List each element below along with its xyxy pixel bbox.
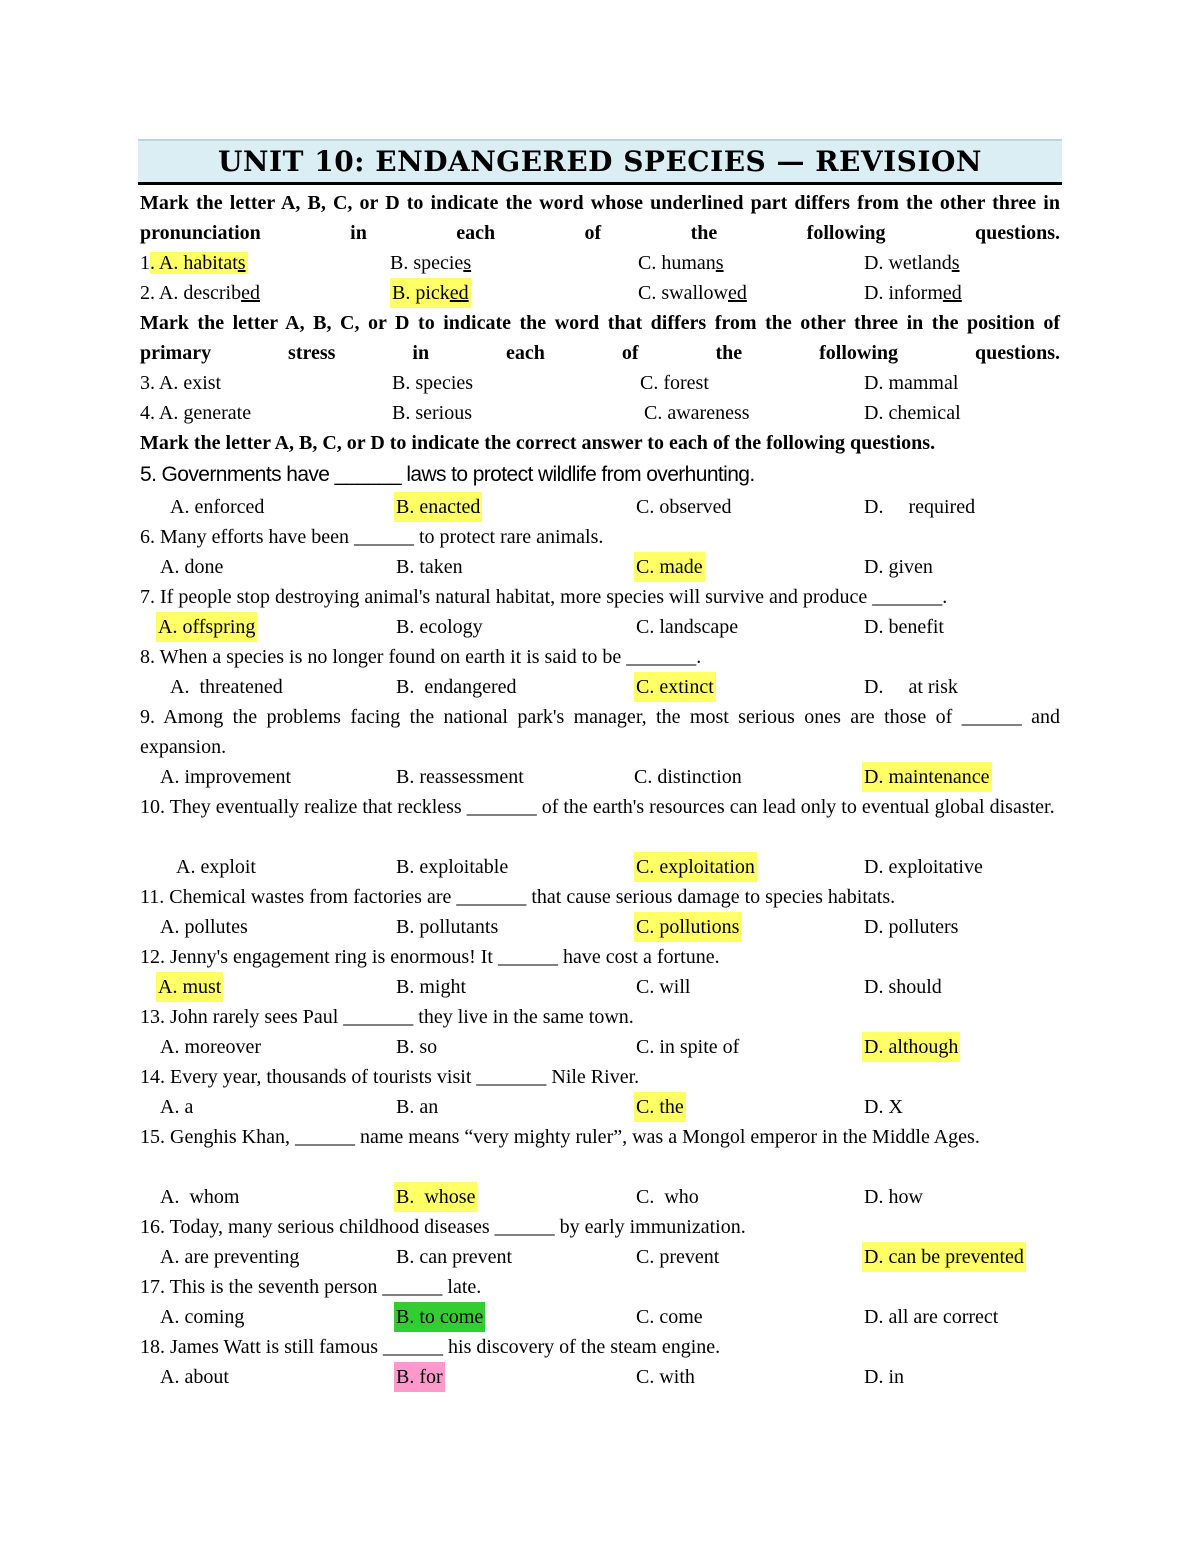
question-16-stem: 16. Today, many serious childhood diseases ______ by early immunization. xyxy=(140,1216,746,1238)
q7-option-b: B. ecology xyxy=(396,616,483,638)
q11-option-d: D. polluters xyxy=(864,916,959,938)
q15-option-a: A. whom xyxy=(160,1186,240,1208)
q2-option-d: D. informed xyxy=(864,282,962,304)
question-3-options xyxy=(140,368,1060,398)
q12-option-a: A. must xyxy=(156,972,223,1002)
q1-answer-highlight: . A. habitats xyxy=(150,252,246,274)
q18-option-a: A. about xyxy=(160,1366,229,1388)
question-10-stem: 10. They eventually realize that reckless _______ of the earth's resources can lead only to eventual global disaster. xyxy=(140,796,1055,818)
question-14-options xyxy=(140,1092,1060,1122)
question-14-stem: 14. Every year, thousands of tourists visit _______ Nile River. xyxy=(140,1066,640,1088)
answer-instruction: Mark the letter A, B, C, or D to indicate the correct answer to each of the following questions. xyxy=(140,432,936,454)
question-15-stem: 15. Genghis Khan, ______ name means “very mighty ruler”, was a Mongol emperor in the Middle Ages. xyxy=(140,1126,980,1148)
question-17-options xyxy=(140,1302,1060,1332)
q13-option-a: A. moreover xyxy=(160,1036,262,1058)
q15-option-c: C. who xyxy=(636,1186,699,1208)
question-6-options xyxy=(140,552,1060,582)
q9-option-d: D. maintenance xyxy=(862,762,992,792)
q7-option-d: D. benefit xyxy=(864,616,944,638)
stress-instruction: Mark the letter A, B, C, or D to indicate the word that differs from the other three in the position of primary stress in each of the following questions. xyxy=(140,312,1060,364)
q12-option-d: D. should xyxy=(864,976,942,998)
q16-option-d: D. can be prevented xyxy=(862,1242,1026,1272)
question-11-stem: 11. Chemical wastes from factories are _______ that cause serious damage to species habitats. xyxy=(140,886,896,908)
q17-option-b: B. to come xyxy=(394,1302,485,1332)
question-5-stem: 5. Governments have ______ laws to protect wildlife from overhunting. xyxy=(140,463,755,486)
q9-option-b: B. reassessment xyxy=(396,766,524,788)
q1-option-c: C. humans xyxy=(638,252,724,274)
question-7-stem: 7. If people stop destroying animal's natural habitat, more species will survive and produce _______. xyxy=(140,586,948,608)
q5-option-d: D. required xyxy=(864,496,976,518)
question-4-options xyxy=(140,398,1060,428)
q12-option-c: C. will xyxy=(636,976,691,998)
q9-option-a: A. improvement xyxy=(160,766,292,788)
q4-option-c: C. awareness xyxy=(644,402,750,424)
question-18-options xyxy=(140,1362,1060,1392)
q14-option-c: C. the xyxy=(634,1092,686,1122)
q11-option-b: B. pollutants xyxy=(396,916,499,938)
q3-option-b: B. species xyxy=(392,372,474,394)
pronunciation-instruction: Mark the letter A, B, C, or D to indicate the word whose underlined part differs from the other three in pronunciation in each of the following questions. xyxy=(140,192,1060,244)
q1-option-d: D. wetlands xyxy=(864,252,960,274)
q2-option-b: B. picked xyxy=(390,278,471,308)
question-12-options xyxy=(140,972,1060,1002)
question-9-options xyxy=(140,762,1060,792)
q18-option-c: C. with xyxy=(636,1366,695,1388)
q9-option-c: C. distinction xyxy=(634,766,742,788)
question-2-options xyxy=(140,278,1060,308)
q14-option-b: B. an xyxy=(396,1096,439,1118)
question-13-stem: 13. John rarely sees Paul _______ they live in the same town. xyxy=(140,1006,634,1028)
q8-option-d: D. at risk xyxy=(864,676,958,698)
q16-option-c: C. prevent xyxy=(636,1246,720,1268)
question-11-options xyxy=(140,912,1060,942)
q17-option-d: D. all are correct xyxy=(864,1306,999,1328)
q16-option-b: B. can prevent xyxy=(396,1246,513,1268)
q5-option-b: B. enacted xyxy=(394,492,482,522)
question-8-stem: 8. When a species is no longer found on earth it is said to be _______. xyxy=(140,646,702,668)
q7-option-a: A. offspring xyxy=(156,612,257,642)
q13-option-b: B. so xyxy=(396,1036,438,1058)
question-15-options xyxy=(140,1182,1060,1212)
q10-option-b: B. exploitable xyxy=(396,856,509,878)
question-9-stem: 9. Among the problems facing the national park's manager, the most serious ones are those of ______ and expansion. xyxy=(140,706,1060,758)
worksheet-content xyxy=(140,188,1060,1392)
q6-option-d: D. given xyxy=(864,556,933,578)
q4-option-b: B. serious xyxy=(392,402,472,424)
q4-option-a: 4. A. generate xyxy=(140,402,252,424)
q17-option-a: A. coming xyxy=(160,1306,245,1328)
q3-option-d: D. mammal xyxy=(864,372,959,394)
question-12-stem: 12. Jenny's engagement ring is enormous! It ______ have cost a fortune. xyxy=(140,946,720,968)
question-13-options xyxy=(140,1032,1060,1062)
question-10-options xyxy=(140,852,1060,882)
question-5-options xyxy=(140,492,1060,522)
q1-option-b: B. species xyxy=(390,252,472,274)
q11-option-a: A. pollutes xyxy=(160,916,248,938)
q16-option-a: A. are preventing xyxy=(160,1246,300,1268)
q6-option-c: C. made xyxy=(634,552,705,582)
title-banner xyxy=(138,139,1062,185)
q17-option-c: C. come xyxy=(636,1306,703,1328)
q13-option-c: C. in spite of xyxy=(636,1036,740,1058)
question-16-options xyxy=(140,1242,1060,1272)
q4-option-d: D. chemical xyxy=(864,402,961,424)
q6-option-a: A. done xyxy=(160,556,224,578)
q18-option-d: D. in xyxy=(864,1366,904,1388)
q7-option-c: C. landscape xyxy=(636,616,739,638)
q6-option-b: B. taken xyxy=(396,556,463,578)
q13-option-d: D. although xyxy=(862,1032,960,1062)
question-1-options xyxy=(140,248,1060,278)
question-8-options xyxy=(140,672,1060,702)
q14-option-a: A. a xyxy=(160,1096,194,1118)
page-title: UNIT 10: ENDANGERED SPECIES — REVISION xyxy=(218,145,982,178)
q8-option-c: C. extinct xyxy=(634,672,716,702)
q15-option-b: B. whose xyxy=(394,1182,477,1212)
question-18-stem: 18. James Watt is still famous ______ his discovery of the steam engine. xyxy=(140,1336,721,1358)
q14-option-d: D. X xyxy=(864,1096,903,1118)
q12-option-b: B. might xyxy=(396,976,467,998)
q11-option-c: C. pollutions xyxy=(634,912,741,942)
q10-option-a: A. exploit xyxy=(176,856,256,878)
q5-option-a: A. enforced xyxy=(170,496,265,518)
q3-option-a: 3. A. exist xyxy=(140,372,222,394)
q10-option-d: D. exploitative xyxy=(864,856,983,878)
q10-option-c: C. exploitation xyxy=(634,852,757,882)
q8-option-a: A. threatened xyxy=(170,676,283,698)
q2-option-a: 2. A. described xyxy=(140,282,260,304)
q15-option-d: D. how xyxy=(864,1186,923,1208)
q3-option-c: C. forest xyxy=(640,372,709,394)
question-7-options xyxy=(140,612,1060,642)
q5-option-c: C. observed xyxy=(636,496,732,518)
q18-option-b: B. for xyxy=(394,1362,445,1392)
q8-option-b: B. endangered xyxy=(396,676,517,698)
q1-option-a: 1. A. habitats xyxy=(140,252,246,274)
question-6-stem: 6. Many efforts have been ______ to protect rare animals. xyxy=(140,526,604,548)
q2-option-c: C. swallowed xyxy=(638,282,747,304)
question-17-stem: 17. This is the seventh person ______ late. xyxy=(140,1276,482,1298)
